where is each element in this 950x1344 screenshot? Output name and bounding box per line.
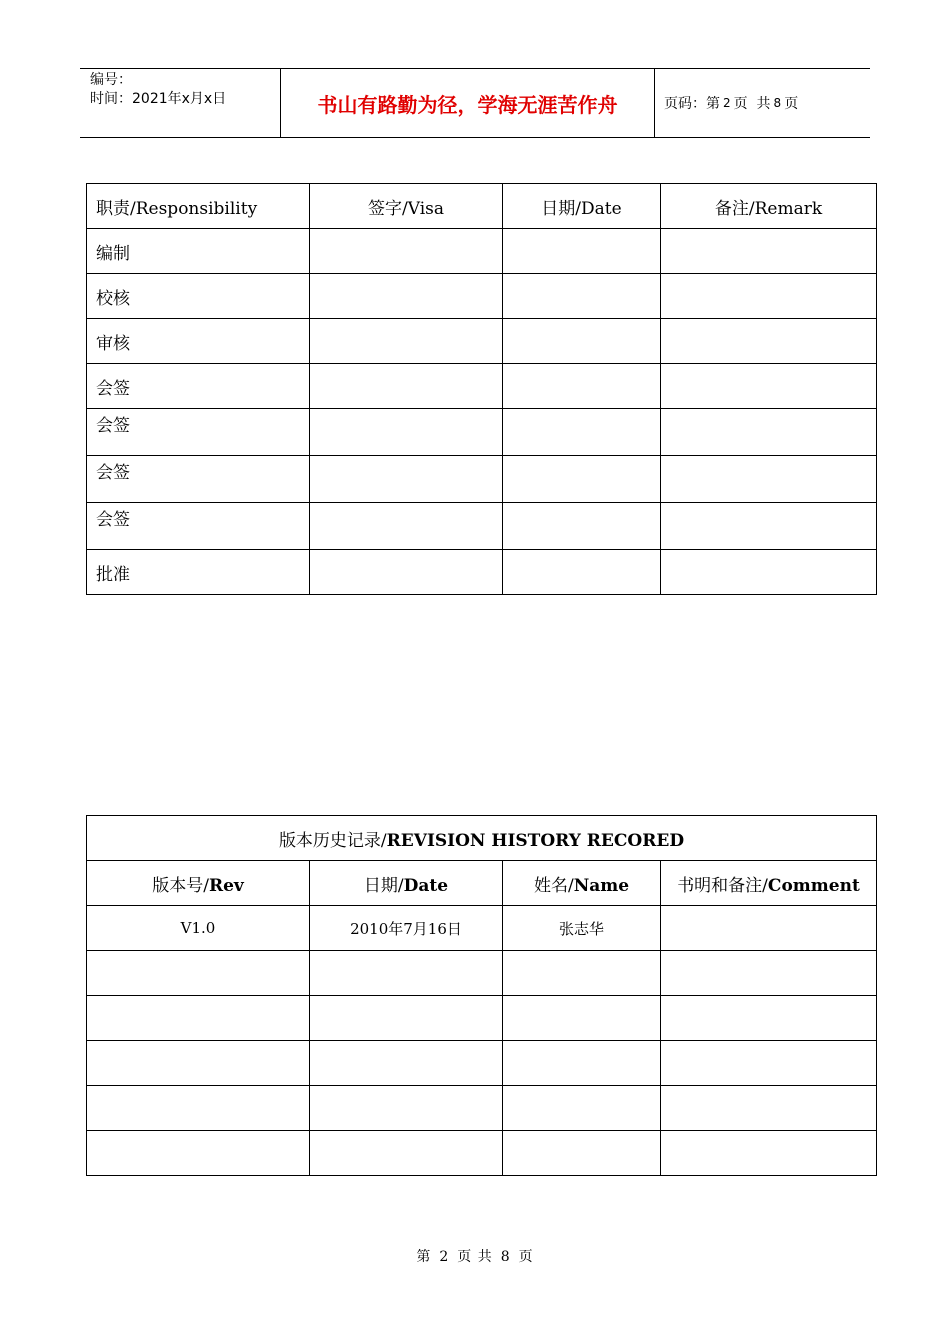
signature-table bbox=[86, 183, 877, 595]
header-remark: 备注/Remark bbox=[661, 184, 877, 229]
table-row bbox=[87, 319, 877, 364]
date-cell bbox=[310, 1131, 503, 1176]
table-row bbox=[87, 229, 877, 274]
page-footer bbox=[0, 1246, 950, 1266]
responsibility-cell: 校核 bbox=[87, 274, 310, 319]
comment-cell bbox=[661, 1086, 877, 1131]
comment-cell bbox=[661, 906, 877, 951]
footer-prefix: 第 bbox=[416, 1249, 432, 1265]
page-total: 8 bbox=[773, 96, 782, 110]
header-page-number bbox=[654, 69, 870, 137]
footer-current: 2 bbox=[439, 1249, 450, 1265]
responsibility-cell: 批准 bbox=[87, 550, 310, 595]
document-time-label: 时间：2021年x月x日 bbox=[90, 91, 227, 107]
remark-cell bbox=[661, 274, 877, 319]
remark-cell bbox=[661, 503, 877, 550]
responsibility-cell: 审核 bbox=[87, 319, 310, 364]
name-cell bbox=[503, 1086, 661, 1131]
comment-cell bbox=[661, 1041, 877, 1086]
remark-cell bbox=[661, 550, 877, 595]
page-current: 2 bbox=[723, 96, 731, 110]
remark-cell bbox=[661, 409, 877, 456]
remark-cell bbox=[661, 319, 877, 364]
date-cell bbox=[310, 1041, 503, 1086]
name-cell bbox=[503, 951, 661, 996]
header-name-cn: 姓名/ bbox=[533, 875, 574, 896]
remark-cell bbox=[661, 456, 877, 503]
header-date: 日期/Date bbox=[503, 184, 661, 229]
responsibility-cell: 会签 bbox=[87, 503, 310, 550]
name-cell: 张志华 bbox=[503, 906, 661, 951]
date-cell bbox=[503, 550, 661, 595]
table-row bbox=[87, 456, 877, 503]
visa-cell bbox=[310, 456, 503, 503]
table-row bbox=[87, 1041, 877, 1086]
table-row bbox=[87, 1131, 877, 1176]
rev-cell: V1.0 bbox=[87, 906, 310, 951]
date-cell: 2010年7月16日 bbox=[310, 906, 503, 951]
date-cell bbox=[310, 951, 503, 996]
comment-cell bbox=[661, 951, 877, 996]
header-name bbox=[503, 861, 661, 906]
date-cell bbox=[503, 456, 661, 503]
table-row bbox=[87, 1086, 877, 1131]
date-cell bbox=[503, 319, 661, 364]
rev-cell bbox=[87, 1086, 310, 1131]
visa-cell bbox=[310, 229, 503, 274]
header-rev-en: Rev bbox=[208, 875, 244, 896]
header-date-en: Date bbox=[403, 875, 449, 896]
page-header bbox=[80, 68, 870, 138]
page-prefix: 页码：第 bbox=[664, 96, 720, 112]
visa-cell bbox=[310, 364, 503, 409]
rev-cell bbox=[87, 951, 310, 996]
remark-cell bbox=[661, 229, 877, 274]
table-row bbox=[87, 503, 877, 550]
header-comment-en: Comment bbox=[767, 875, 860, 896]
comment-cell bbox=[661, 1131, 877, 1176]
date-cell bbox=[503, 274, 661, 319]
responsibility-cell: 编制 bbox=[87, 229, 310, 274]
rev-cell bbox=[87, 996, 310, 1041]
visa-cell bbox=[310, 319, 503, 364]
header-meta bbox=[80, 69, 281, 137]
remark-cell bbox=[661, 364, 877, 409]
footer-suffix: 页 bbox=[518, 1249, 534, 1265]
responsibility-cell: 会签 bbox=[87, 456, 310, 503]
table-header-row bbox=[87, 861, 877, 906]
table-row bbox=[87, 951, 877, 996]
header-rev-cn: 版本号/ bbox=[152, 875, 209, 896]
revision-table-title bbox=[87, 816, 877, 861]
header-responsibility: 职责/Responsibility bbox=[87, 184, 310, 229]
header-motto: 书山有路勤为径，学海无涯苦作舟 bbox=[281, 69, 655, 137]
date-cell bbox=[310, 1086, 503, 1131]
header-visa: 签字/Visa bbox=[310, 184, 503, 229]
page-mid: 页 共 bbox=[733, 96, 771, 112]
revision-title-cn: 版本历史记录/ bbox=[278, 830, 387, 851]
header-rev bbox=[87, 861, 310, 906]
header-name-en: Name bbox=[573, 875, 630, 896]
visa-cell bbox=[310, 409, 503, 456]
header-date bbox=[310, 861, 503, 906]
date-cell bbox=[503, 229, 661, 274]
revision-title-en: REVISION HISTORY RECORED bbox=[386, 830, 685, 851]
footer-mid: 页 共 bbox=[457, 1249, 493, 1265]
visa-cell bbox=[310, 274, 503, 319]
name-cell bbox=[503, 1041, 661, 1086]
name-cell bbox=[503, 1131, 661, 1176]
responsibility-cell: 会签 bbox=[87, 409, 310, 456]
table-header-row bbox=[87, 184, 877, 229]
table-row bbox=[87, 996, 877, 1041]
date-cell bbox=[310, 996, 503, 1041]
comment-cell bbox=[661, 996, 877, 1041]
table-row bbox=[87, 906, 877, 951]
rev-cell bbox=[87, 1131, 310, 1176]
responsibility-cell: 会签 bbox=[87, 364, 310, 409]
revision-history-table bbox=[86, 815, 877, 1176]
header-comment bbox=[661, 861, 877, 906]
table-row bbox=[87, 364, 877, 409]
table-row bbox=[87, 409, 877, 456]
footer-total: 8 bbox=[500, 1249, 511, 1265]
date-cell bbox=[503, 503, 661, 550]
table-title-row bbox=[87, 816, 877, 861]
rev-cell bbox=[87, 1041, 310, 1086]
document-number-label: 编号： bbox=[90, 72, 132, 88]
visa-cell bbox=[310, 550, 503, 595]
date-cell bbox=[503, 364, 661, 409]
page-suffix: 页 bbox=[784, 96, 799, 112]
header-date-cn: 日期/ bbox=[363, 875, 404, 896]
table-row bbox=[87, 274, 877, 319]
name-cell bbox=[503, 996, 661, 1041]
date-cell bbox=[503, 409, 661, 456]
header-comment-cn: 书明和备注/ bbox=[677, 875, 768, 896]
table-row bbox=[87, 550, 877, 595]
visa-cell bbox=[310, 503, 503, 550]
